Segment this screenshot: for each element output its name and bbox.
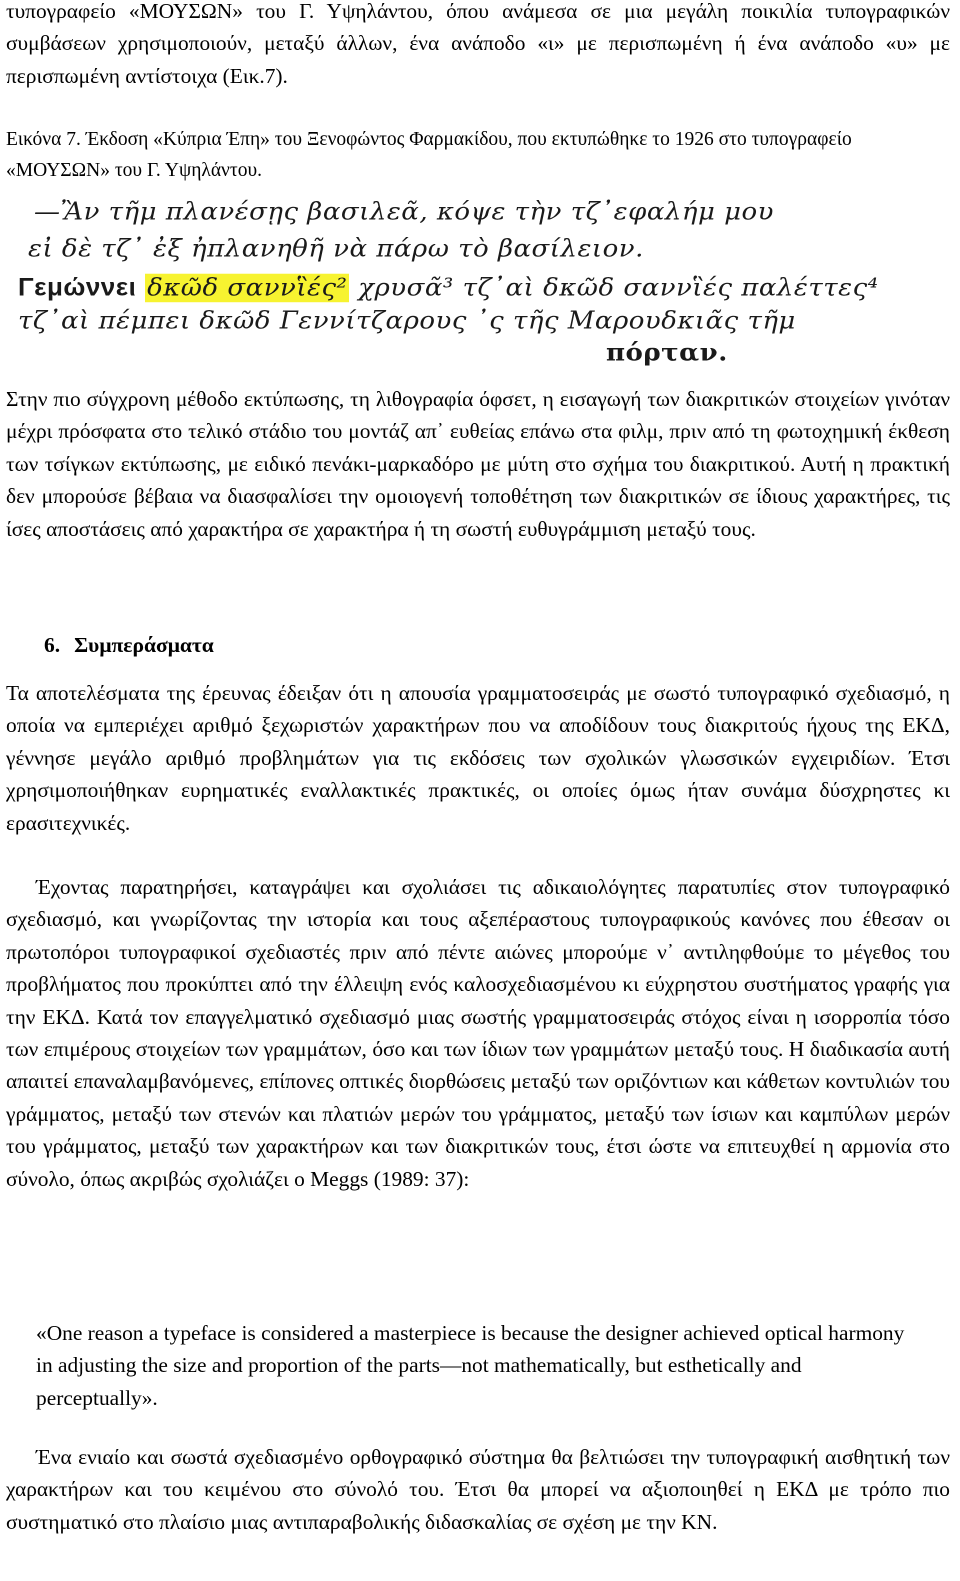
figure-line-2: εἰ δὲ τζ᾽ ἐξ ἠπλανηθῆ νὰ πάρω τὸ βασίλειον. bbox=[28, 234, 644, 264]
figure-line-1: —Ἂν τῆμ πλανέσῃς βασιλεᾶ, κόψε τὴν τζ᾽εφαλήμ μου bbox=[34, 197, 774, 227]
figure-text-line bbox=[606, 339, 728, 368]
conclusion-paragraph-1: Τα αποτελέσματα της έρευνας έδειξαν ότι η απουσία γραμματοσειράς με σωστό τυπογραφικό σχεδιασμό, η οποία να εμπεριέχει αριθμό ξεχωριστών χαρακτήρων που να αποδίδουν τους διακριτούς ήχους της ΕΚΔ, γέννησε μεγάλο αριθμό προβλημάτων για τις εκδόσεις των σχολικών γλωσσικών εγχειριδίων. Έτσι χρησιμοποιήθηκαν ευρηματικές εναλλακτικές πρακτικές, οι οποίες όμως ήταν συνάμα δύσχρηστες κι ερασιτεχνικές. bbox=[6, 681, 950, 835]
figure-line-3-start: Γεμώννει bbox=[18, 272, 137, 302]
meggs-quote: «One reason a typeface is considered a masterpiece is because the designer achieved optical harmony in adjusting the size and proportion of the parts—not mathematically, but esthetically and perceptually». bbox=[36, 1321, 905, 1410]
section-title: Συμπεράσματα bbox=[74, 633, 214, 657]
figure-text-line bbox=[28, 235, 644, 264]
conclusion-paragraph-2: Έχοντας παρατηρήσει, καταγράψει και σχολιάσει τις αδικαιολόγητες παρατυπίες στον τυπογραφικό σχεδιασμό, και γνωρίζοντας την ιστορία και τους αξεπέραστους τυπογραφικούς κανόνες που έθεσαν οι πρωτοπόροι τυπογραφικοί σχεδιαστές πριν από πέντε αιώνες μπορούμε ν᾽ αντιληφθούμε το μέγεθος του προβλήματος που προκύπτει από την έλλειψη ενός καλοσχεδιασμένου κι εύχρηστου συστήματος γραφής για την ΕΚΔ. Κατά τον επαγγελματικό σχεδιασμό μιας σωστής γραμματοσειράς στόχος είναι η ισορροπία τόσο των επιμέρους στοιχείων των γραμμάτων, όσο και των ίδιων των γραμμάτων μεταξύ τους. Η διαδικασία αυτή απαιτεί επαναλαμβανόμενες, επίπονες οπτικές διορθώσεις μεταξύ των οριζόντιων και κάθετων κοντυλιών του γράμματος, μεταξύ των στενών και πλατιών μερών του γράμματος, μεταξύ των ίσιων και καμπύλων μερών του γράμματος, μεταξύ των χαρακτήρων και των διακριτικών τους, έτσι ώστε να επιτευχθεί η αρμονία στο σύνολο, όπως ακριβώς σχολιάζει ο Meggs (1989: 37): bbox=[6, 875, 950, 1191]
figure-text-line bbox=[18, 307, 796, 336]
figure-text-line bbox=[34, 197, 774, 226]
figure-line-5: πόρταν. bbox=[606, 338, 728, 368]
section-heading bbox=[44, 633, 214, 658]
figure-highlighted-word: δκῶδ σαννἳές² bbox=[147, 273, 348, 303]
intro-paragraph: τυπογραφείο «ΜΟΥΣΩΝ» του Γ. Υψηλάντου, όπου ανάμεσα σε μια μεγάλη ποικιλία τυπογραφικών συμβάσεων χρησιμοποιούν, μεταξύ άλλων, ένα ανάποδο «ι» με περισπωμένη ή ένα ανάποδο «υ» με περισπωμένη αντίστοιχα (Εικ.7). bbox=[6, 0, 950, 88]
figure-line-4: τζ᾽αὶ πέμπει δκῶδ Γεννίτζαρους ᾽ς τῆς Μαρουδκιᾶς τῆμ bbox=[18, 306, 796, 336]
figure-7-scan bbox=[14, 196, 879, 368]
closing-paragraph: Ένα ενιαίο και σωστά σχεδιασμένο ορθογραφικό σύστημα θα βελτιώσει την τυπογραφική αισθητική των χαρακτήρων και του κειμένου στο σύνολό του. Έτσι θα μπορεί να αξιοποιηθεί η ΕΚΔ με τρόπο πιο συστηματικό στο πλαίσιο μιας αντιπαραβολικής διδασκαλίας σε σχέση με την ΚΝ. bbox=[6, 1445, 950, 1534]
figure-line-3-end: χρυσᾶ³ τζ᾽αὶ δκῶδ σαννἳές παλέττες⁴ bbox=[358, 273, 879, 303]
section-number: 6. bbox=[44, 633, 61, 657]
offset-paragraph: Στην πιο σύγχρονη μέθοδο εκτύπωσης, τη λιθογραφία όφσετ, η εισαγωγή των διακριτικών στοιχείων γινόταν μέχρι πρόσφατα στο τελικό στάδιο του μοντάζ απ᾽ ευθείας επάνω στα φιλμ, πριν από τη φωτοχημική έκθεση των τσίγκων εκτύπωσης, με ειδικό πενάκι-μαρκαδόρο με μύτη στο σχήμα του διακριτικού. Αυτή η πρακτική δεν μπορούσε βέβαια να διασφαλίσει την ομοιογενή τοποθέτηση των διακριτικών σε ίδιους χαρακτήρες, τις ίσες αποστάσεις από χαρακτήρα σε χαρακτήρα ή τη σωστή ευθυγράμμιση μεταξύ τους. bbox=[6, 387, 950, 541]
figure-caption: Εικόνα 7. Έκδοση «Κύπρια Έπη» του Ξενοφώντος Φαρμακίδου, που εκτυπώθηκε το 1926 στο τυπογραφείο «ΜΟΥΣΩΝ» του Γ. Υψηλάντου. bbox=[6, 129, 852, 181]
figure-text-line bbox=[18, 273, 879, 302]
